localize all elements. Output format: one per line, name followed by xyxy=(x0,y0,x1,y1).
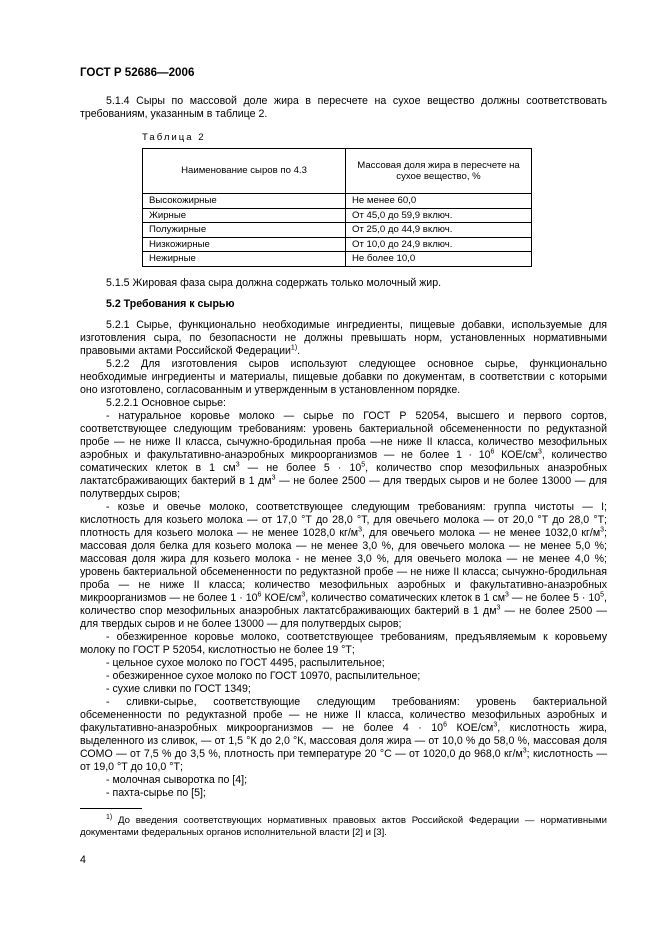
list-item-whey: - молочная сыворотка по [4]; xyxy=(106,773,248,786)
paragraph-5-1-4: 5.1.4 Сыры по массовой доле жира в пересчете на сухое вещество должны соответствовать требованиям, указанным в таблице 2. xyxy=(80,95,607,120)
superscript: 5 xyxy=(361,460,366,468)
fat-content-table xyxy=(142,148,532,267)
footnote xyxy=(80,815,607,839)
list-item-cream xyxy=(80,696,607,774)
superscript: 3 xyxy=(505,590,509,598)
table-row xyxy=(143,252,532,267)
footnote-marker: 1) xyxy=(106,813,113,821)
paragraph-5-2-2-1: 5.2.2.1 Основное сырье: xyxy=(106,396,226,409)
superscript: 3 xyxy=(301,590,306,598)
table-cell-name: Жирные xyxy=(143,208,346,223)
text-segment: КОЕ/см xyxy=(494,448,538,461)
section-heading-5-2: 5.2 Требования к сырью xyxy=(106,297,235,310)
table-caption: Таблица 2 xyxy=(142,132,206,143)
table-cell-value: Не более 10,0 xyxy=(346,252,532,267)
footnote-ref: 1) xyxy=(290,343,298,351)
superscript: 3 xyxy=(522,746,527,754)
table-cell-value: Не менее 60,0 xyxy=(346,194,532,209)
text-segment: — не более 5 · 10 xyxy=(508,591,601,604)
text-segment: - козье и овечье молоко, соответствующее следующим требованиям: группа чистоты — I; кислотность для козьего молока — от 17,0 °Т до 28,0 °Т, для овечьего молока — от 20,0 °Т до 28,0 °Т; плотность для козьего молока — не менее 1028,0 кг/м xyxy=(80,500,607,539)
footnote-divider xyxy=(80,808,142,809)
standard-header: ГОСТ Р 52686—2006 xyxy=(80,66,195,79)
table-cell-name: Низкожирные xyxy=(143,237,346,252)
table-header-fat: Массовая доля жира в пересчете на сухое вещество, % xyxy=(346,149,532,194)
list-item-skim-milk: - обезжиренное коровье молоко, соответствующее требованиям, предъявляемым к коровьему молоку по ГОСТ Р 52054, кислотностью не более 19 °Т; xyxy=(80,630,607,656)
list-item-dry-cream: - сухие сливки по ГОСТ 1349; xyxy=(106,682,251,695)
list-item-skim-dry-milk: - обезжиренное сухое молоко по ГОСТ 10970, распылительное; xyxy=(106,669,421,682)
text-segment: - натуральное коровье молоко — сырье по ГОСТ Р 52054, высшего и первого сортов, соответствующее следующим требованиям: уровень бактериальной обсемененности по редуктазной пробе — не ниже II класса, сычужно-бродильная проба —не ниже II класса, количество мезофильных аэробных и факультативно-анаэробных микроорганизмов — не более 1 · 10 xyxy=(80,409,607,461)
table-row xyxy=(143,223,532,238)
paragraph-5-2-1-text: 5.2.1 Сырье, функционально необходимые ингредиенты, пищевые добавки, используемые для изготовления сыра, по безопасности не должны превышать норм, установленных нормативными правовыми актами Российской Федерации xyxy=(80,318,607,357)
text-segment: , количество соматических клеток в 1 см xyxy=(305,591,506,604)
text-segment: ; массовая доля белка для козьего молока — не менее 3,0 %, для овечьего молока — не менее 5,0 %; массовая доля жира для козьего молока - не менее 3,0 %, для овечьего молока — не менее 4,0 %; уровень бактериальной обсемененности по редуктазной пробе — не ниже II класса; сычужно-бродильная проба — не ниже II класса; количество мезофильных аэробных и факультативно-анаэробных микроорганизмов — не более 1 · 10 xyxy=(80,526,607,604)
table-row xyxy=(143,194,532,209)
table-cell-name: Нежирные xyxy=(143,252,346,267)
table-row xyxy=(143,208,532,223)
superscript: 6 xyxy=(257,590,262,598)
superscript: 6 xyxy=(443,720,447,728)
superscript: 3 xyxy=(496,603,501,611)
text-segment: , количество спор мезофильных анаэробных лактатсбраживающих бактерий в 1 дм xyxy=(80,591,607,617)
table-header-name: Наименование сыров по 4.3 xyxy=(143,149,346,194)
list-item-goat-sheep-milk xyxy=(80,501,607,631)
text-segment: — не более 5 · 10 xyxy=(239,461,362,474)
superscript: 3 xyxy=(600,525,605,533)
list-item-buttermilk: - пахта-сырье по [5]; xyxy=(106,786,206,799)
table-cell-value: От 45,0 до 59,9 включ. xyxy=(346,208,532,223)
page-content xyxy=(80,95,607,839)
text-segment: , количество спор мезофильных анаэробных лактатсбраживающих бактерий в 1 дм xyxy=(80,461,608,487)
footnote-text: До введения соответствующих нормативных правовых актов Российской Федерации — нормативными документами федеральных органов исполнительной власти [2] и [3]. xyxy=(80,814,607,838)
paragraph-5-2-1-end: . xyxy=(297,344,301,357)
table-cell-value: От 25,0 до 44,9 включ. xyxy=(346,223,532,238)
table-row xyxy=(143,237,532,252)
paragraph-5-1-5: 5.1.5 Жировая фаза сыра должна содержать только молочный жир. xyxy=(106,276,442,289)
superscript: 3 xyxy=(235,460,240,468)
paragraph-5-2-1 xyxy=(80,319,607,358)
superscript: 3 xyxy=(538,447,542,455)
table-header-row xyxy=(143,149,532,194)
table-cell-value: От 10,0 до 24,9 включ. xyxy=(346,237,532,252)
text-segment: , кислотность жира, выделенного из сливок, — от 1,5 °К до 2,0 °К, массовая доля жира — от 10,0 % до 58,0 %, массовая доля СОМО — от 7,5 % до 3,5 %, плотность при температуре 20 °С — от 1020,0 до 968,0 кг/м xyxy=(80,721,608,760)
list-item-whole-dry-milk: - цельное сухое молоко по ГОСТ 4495, распылительное; xyxy=(106,656,385,669)
text-segment: , для овечьего молока — не менее 1032,0 кг/м xyxy=(362,526,601,539)
page-number: 4 xyxy=(80,854,86,866)
text-segment: — не более 2500 — для твердых сыров и не более 13000 — для полутвердых сыров; xyxy=(80,604,608,630)
table-cell-name: Высокожирные xyxy=(143,194,346,209)
text-segment: ; кислотность — от 19,0 °Т до 10,0 °Т; xyxy=(80,747,607,773)
text-segment: - сливки-сырье, соответствующие следующим требованиям: уровень бактериальной обсемененности по редуктазной пробе — не ниже II класса, количество мезофильных аэробных и факультативно-анаэробных микроорганизмов — не более 4 · 10 xyxy=(80,695,607,734)
text-segment: , количество соматических клеток в 1 см xyxy=(80,448,607,474)
list-item-cow-milk xyxy=(80,410,607,501)
superscript: 6 xyxy=(490,447,495,455)
text-segment: КОЕ/см xyxy=(446,721,494,734)
paragraph-5-2-2: 5.2.2 Для изготовления сыров используют следующее основное сырье, функционально необходимые ингредиенты и материалы, пищевые добавки по документам, в соответствии с которыми оно изготовлено, согласованным и утвержденным в установленном порядке. xyxy=(80,357,607,396)
text-segment: КОЕ/см xyxy=(261,591,302,604)
superscript: 3 xyxy=(271,473,276,481)
superscript: 5 xyxy=(600,590,605,598)
text-segment: — не более 2500 — для твердых сыров и не более 13000 — для полутвердых сыров; xyxy=(80,474,607,500)
superscript: 3 xyxy=(358,525,362,533)
table-cell-name: Полужирные xyxy=(143,223,346,238)
superscript: 3 xyxy=(493,720,498,728)
